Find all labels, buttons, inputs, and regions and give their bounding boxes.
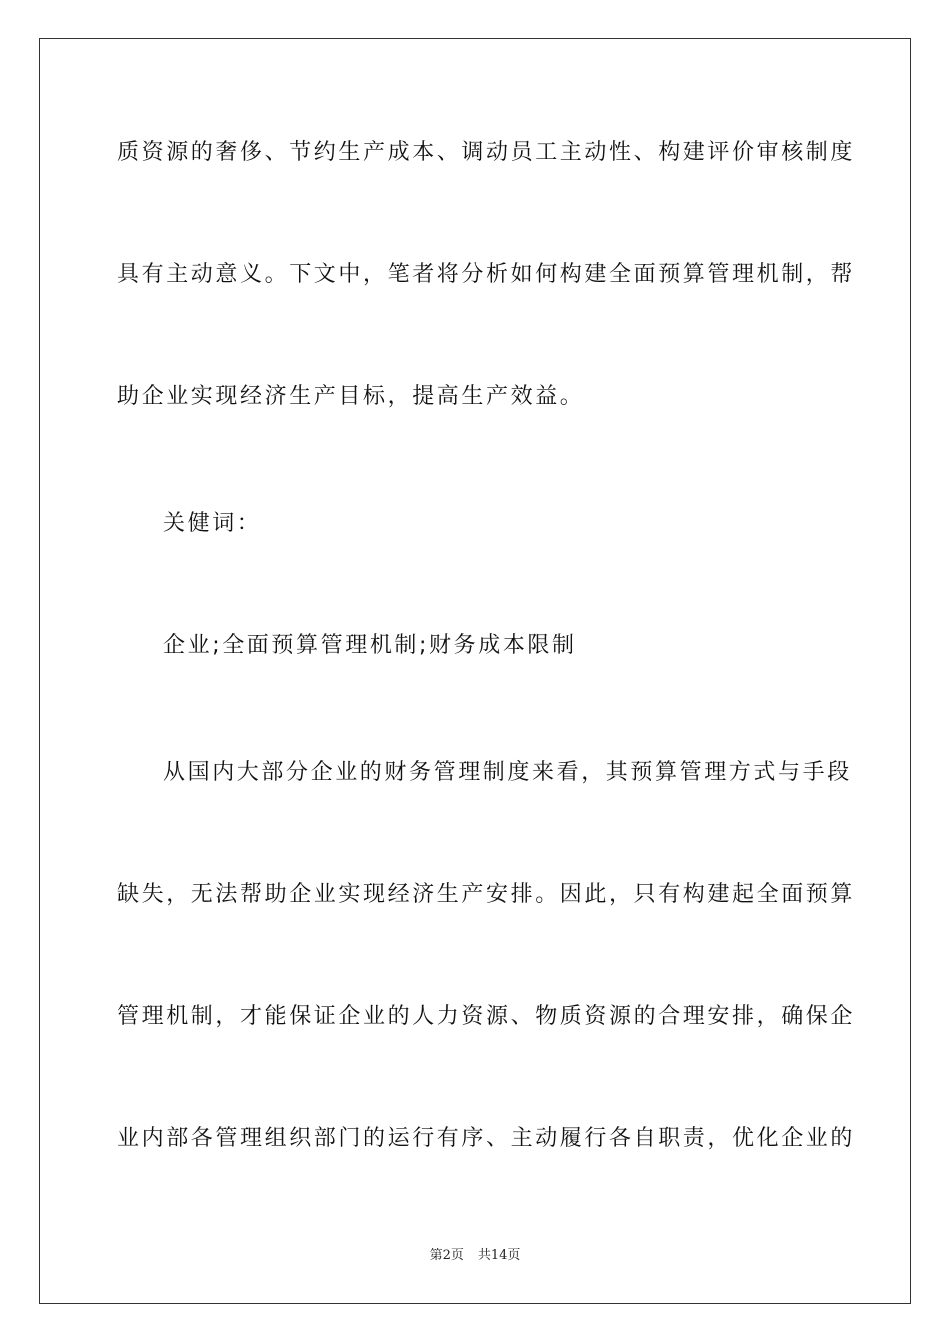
body-line-3: 管理机制，才能保证企业的人力资源、物质资源的合理安排，确保企 xyxy=(117,1004,856,1029)
page-total: 共14页 xyxy=(477,1248,521,1263)
keywords-list: 企业;全面预算管理机制;财务成本限制 xyxy=(163,633,577,658)
paragraph-line-3: 助企业实现经济生产目标，提高生产效益。 xyxy=(117,384,585,409)
paragraph-line-2: 具有主动意义。下文中，笔者将分析如何构建全面预算管理机制，帮 xyxy=(117,262,856,287)
page-footer xyxy=(0,1247,950,1265)
keywords-label: 关健词： xyxy=(163,511,262,536)
page-frame xyxy=(39,38,911,1304)
body-line-4: 业内部各管理组织部门的运行有序、主动履行各自职责，优化企业的 xyxy=(117,1126,856,1151)
page-number: 第2页 xyxy=(429,1248,464,1263)
paragraph-line-1: 质资源的奢侈、节约生产成本、调动员工主动性、构建评价审核制度 xyxy=(117,140,856,165)
body-line-2: 缺失，无法帮助企业实现经济生产安排。因此，只有构建起全面预算 xyxy=(117,882,856,907)
body-line-1: 从国内大部分企业的财务管理制度来看，其预算管理方式与手段 xyxy=(163,760,852,785)
